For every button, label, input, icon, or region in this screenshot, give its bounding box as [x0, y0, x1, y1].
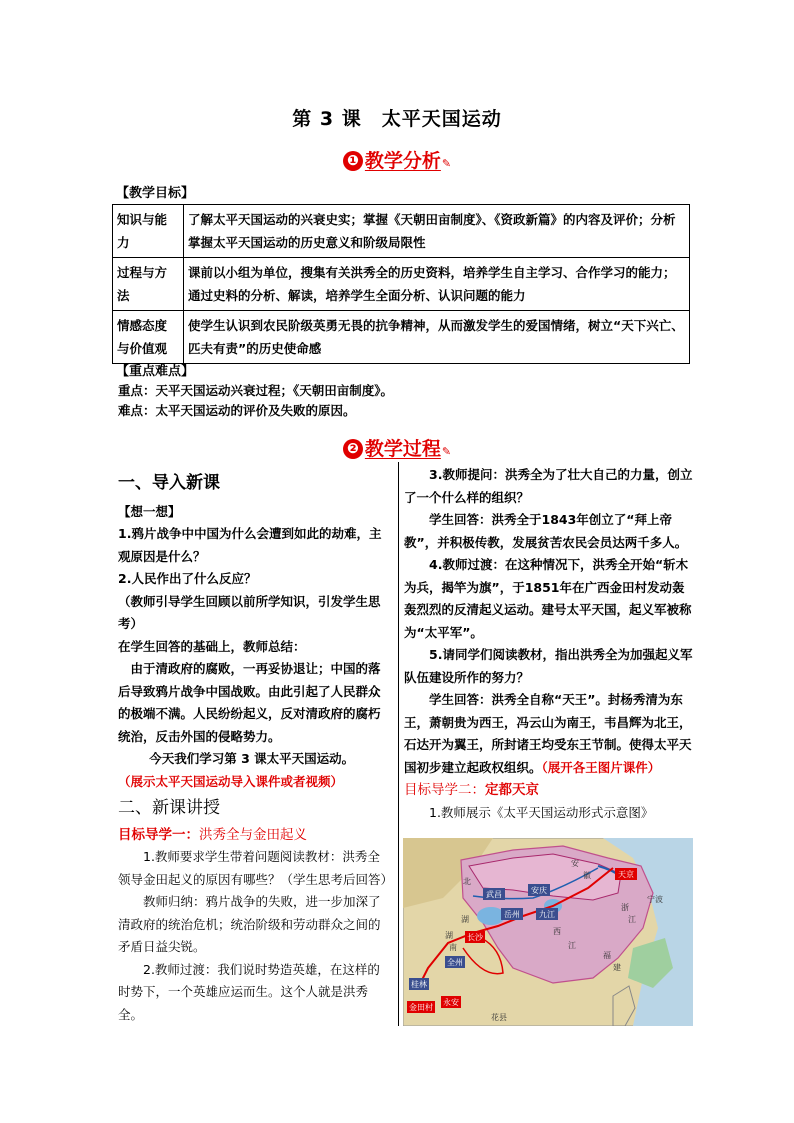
think-label: 【想一想】: [118, 503, 181, 519]
city-marker: [483, 888, 505, 900]
summary-intro: 在学生回答的基础上，教师总结：: [118, 638, 306, 654]
goals-table: [112, 204, 690, 364]
city-guilin: 桂林: [411, 980, 427, 989]
city-marker: [528, 884, 550, 896]
goal-value: 了解太平天国运动的兴衰史实；掌握《天朝田亩制度》、《资政新篇》的内容及评价；分析掌握太平天国运动的历史意义和阶级局限性: [184, 205, 690, 258]
paragraph: 3.教师提问：洪秀全为了壮大自己的力量，创立了一个什么样的组织？: [404, 467, 693, 505]
section-teaching-analysis: [0, 146, 794, 173]
key-point: 重点：天平天国运动兴衰过程；《天朝田亩制度》。: [118, 383, 394, 398]
city-yongan: 永安: [443, 998, 459, 1007]
section-title: 教学过程: [364, 438, 441, 460]
province-label: 建: [613, 963, 621, 972]
goal-key: 过程与方法: [113, 258, 184, 311]
province-label: 徽: [583, 871, 591, 880]
section-number-badge: ❷: [343, 439, 363, 459]
page-title: 第 3 课 太平天国运动: [292, 108, 502, 130]
key-difficulty-label: 【重点难点】: [116, 364, 195, 379]
goals-label: 【教学目标】: [116, 186, 195, 201]
heading-new-lesson: 二、新课讲授: [118, 798, 220, 818]
section-number-badge: ❶: [343, 151, 363, 171]
city-jiujiang: 九江: [539, 910, 555, 919]
city-yuezhou: 岳州: [504, 910, 520, 919]
goal-value: 课前以小组为单位，搜集有关洪秀全的历史资料，培养学生自主学习、合作学习的能力；通过史料的分析、解读，培养学生全面分析、认识问题的能力: [184, 258, 690, 311]
summary: 由于清政府的腐败，一再妥协退让；中国的落后导致鸦片战争中国战败。由此引起了人民群众的极端不满。人民纷纷起义，反对清政府的腐朽统治，反击外国的侵略势力。: [118, 661, 381, 744]
question-1: 1.鸦片战争中中国为什么会遭到如此的劫难，主观原因是什么？: [118, 526, 382, 564]
city-jintian: 金田村: [409, 1003, 433, 1012]
paragraph: 教师归纳：鸦片战争的失败，进一步加深了清政府的统治危机；统治阶级和劳动群众之间的矛盾日益尖锐。: [118, 894, 381, 954]
province-label: 江: [568, 941, 576, 950]
city-tianjing: 天京: [618, 870, 634, 879]
difficulty: 难点：太平天国运动的评价及失败的原因。: [118, 403, 356, 418]
dongting-lake: [477, 907, 505, 925]
table-row: [113, 311, 690, 364]
guide-prefix: 目标导学一：: [118, 826, 199, 843]
city-label: 花县: [491, 1013, 507, 1022]
goal-key: 情感态度与价值观: [113, 311, 184, 364]
hint: （教师引导学生回顾以前所学知识，引发学生思考）: [118, 593, 381, 631]
province-label: 北: [463, 877, 471, 886]
show-kings-courseware: （展开各王图片课件）: [541, 759, 661, 775]
province-label: 湖: [461, 915, 469, 924]
paragraph: [404, 689, 696, 779]
guide-title: 定都天京: [485, 782, 539, 798]
guide-1: [118, 824, 392, 847]
guide-prefix: 目标导学二：: [404, 782, 485, 798]
right-column: [404, 464, 696, 824]
city-marker: [501, 908, 523, 920]
paragraph-text: 学生回答：洪秀全自称“天王”。封杨秀清为东王，萧朝贵为西王，冯云山为南王，韦昌辉为北王，石达开为翼王，所封诸王均受东王节制。使得太平天国初步建立起政权组织。: [404, 692, 692, 775]
city-marker: [441, 996, 461, 1008]
city-quanzhou: 全州: [447, 958, 463, 967]
guide-2: [404, 779, 696, 802]
today-lesson: 今天我们学习第 3 课太平天国运动。: [149, 751, 355, 766]
paragraph: 1.教师要求学生带着问题阅读教材：洪秀全领导金田起义的原因有哪些？（学生思考后回答）: [118, 849, 394, 887]
city-marker: [615, 868, 637, 880]
left-column: [118, 472, 392, 1026]
city-marker: [536, 908, 558, 920]
city-marker: [445, 956, 465, 968]
question-2: 2.人民作出了什么反应？: [118, 571, 257, 586]
paragraph: 1.教师展示《太平天国运动形式示意图》: [429, 804, 654, 820]
city-anqing: 安庆: [531, 886, 547, 895]
show-courseware: （展示太平天国运动导入课件或者视频）: [118, 773, 344, 789]
column-divider: [398, 462, 399, 1026]
section-title: 教学分析: [364, 150, 441, 172]
province-label: 西: [553, 927, 561, 936]
city-marker: [465, 931, 485, 943]
province-label: 湖: [445, 931, 453, 940]
table-row: [113, 205, 690, 258]
city-wuchang: 武昌: [486, 890, 502, 899]
province-label: 福: [603, 951, 611, 960]
paragraph: 4.教师过渡：在这种情况下，洪秀全开始“斩木为兵，揭竿为旗”，于1851年在广西金田村发动轰轰烈烈的反清起义运动。建号太平天国，起义军被称为“太平军”。: [404, 557, 692, 640]
city-marker: [407, 1001, 435, 1013]
heading-intro: 一、导入新课: [118, 473, 220, 493]
section-teaching-process: [0, 434, 794, 461]
province-label: 安: [571, 859, 579, 868]
pen-icon: ✎: [441, 445, 452, 458]
goal-key: 知识与能力: [113, 205, 184, 258]
taiping-movement-map: [403, 838, 693, 1026]
goal-value: 使学生认识到农民阶级英勇无畏的抗争精神，从而激发学生的爱国情绪，树立“天下兴亡、匹夫有责”的历史使命感: [184, 311, 690, 364]
province-label: 浙: [621, 903, 629, 912]
paragraph: 5.请同学们阅读教材，指出洪秀全为加强起义军队伍建设所作的努力？: [404, 647, 693, 685]
paragraph: 2.教师过渡：我们说时势造英雄，在这样的时势下，一个英雄应运而生。这个人就是洪秀全。: [118, 961, 380, 1022]
city-marker: [409, 978, 429, 990]
table-row: [113, 258, 690, 311]
paragraph: 学生回答：洪秀全于1843年创立了“拜上帝教”，并积极传教，发展贫苦农民会员达两千多人。: [404, 512, 688, 550]
province-label: 南: [449, 943, 457, 952]
province-label: 江: [628, 915, 636, 924]
city-changsha: 长沙: [467, 933, 483, 942]
guide-title: 洪秀全与金田起义: [199, 826, 307, 843]
city-label: 宁波: [647, 895, 663, 904]
pen-icon: ✎: [441, 157, 452, 170]
